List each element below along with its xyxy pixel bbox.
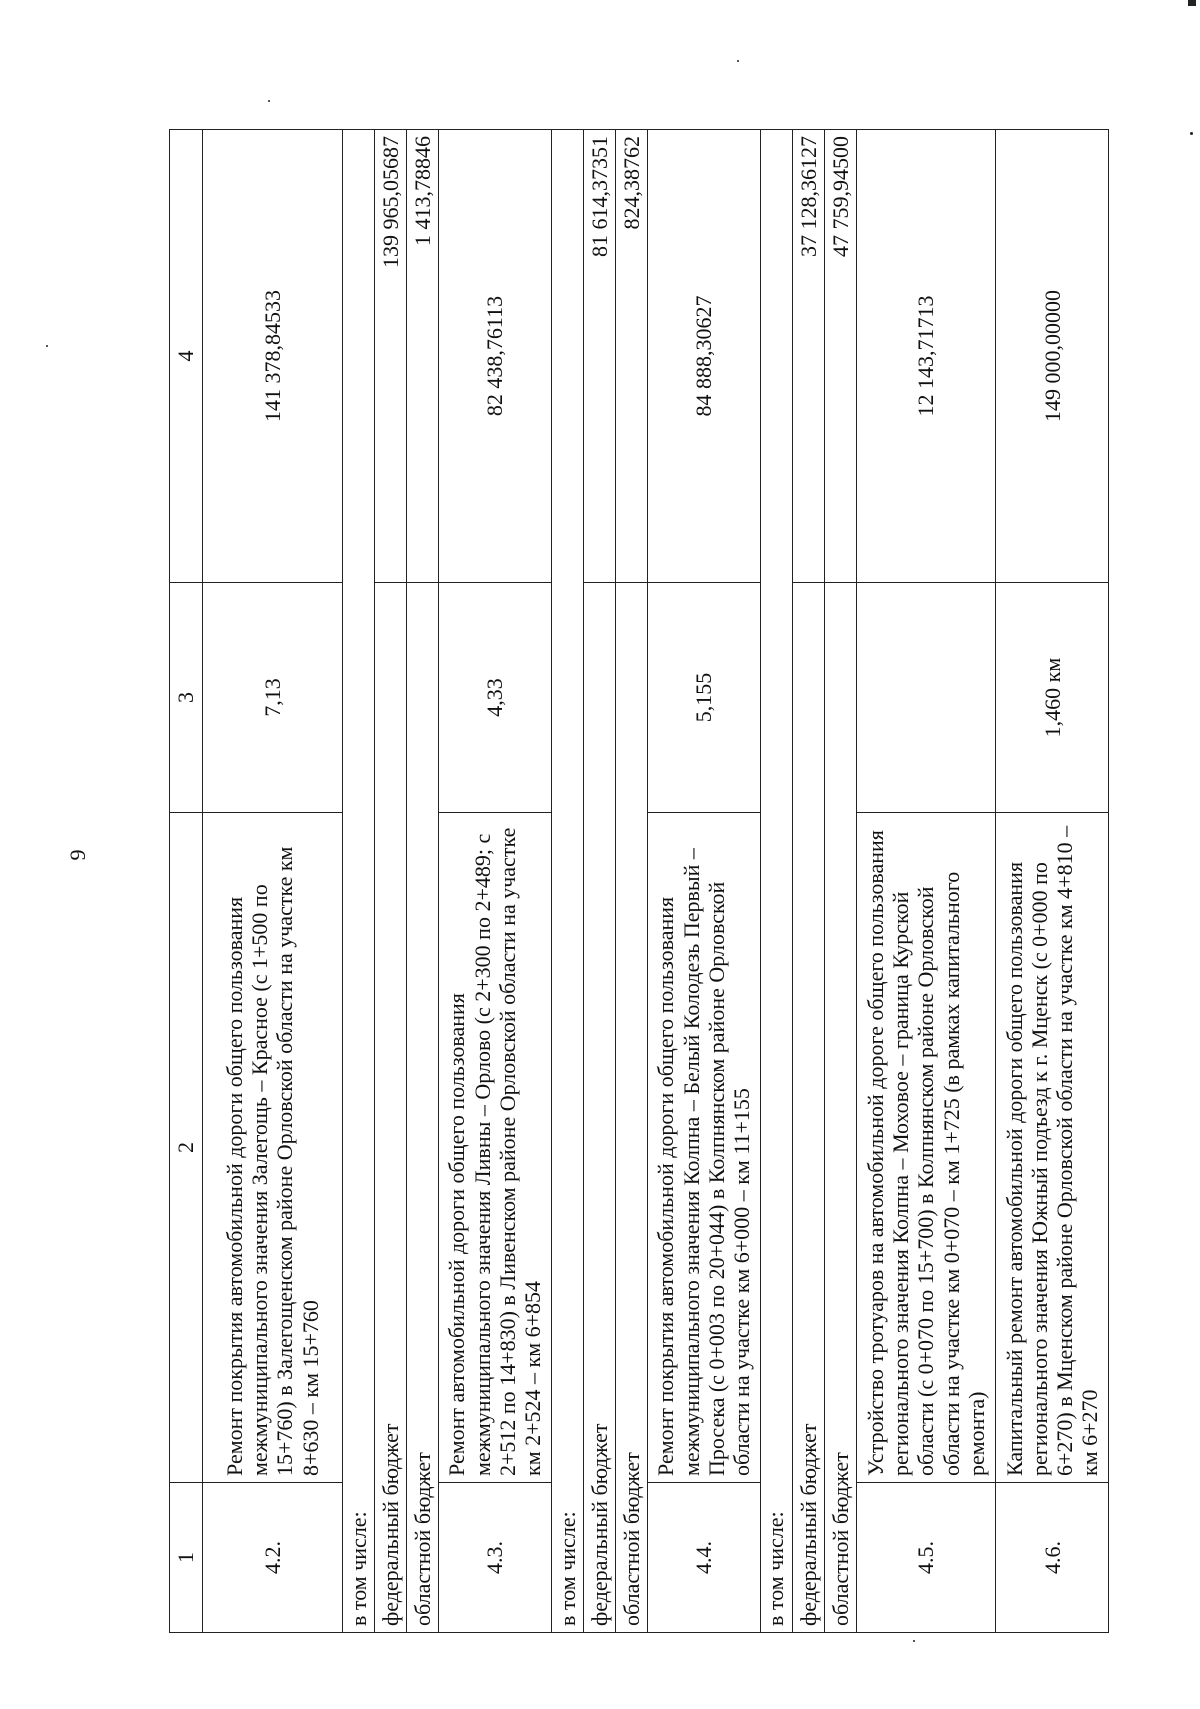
- regional-budget-row: [407, 130, 439, 1633]
- scan-artifact: [46, 345, 48, 347]
- row-length: 7,13: [202, 583, 342, 813]
- regional-budget-label: областной бюджет: [407, 583, 439, 1633]
- scan-artifact: [268, 100, 270, 102]
- row-number: 4.3.: [439, 1483, 552, 1633]
- row-description: Ремонт покрытия автомобильной дороги общего пользования межмуниципального значения Колпна – Белый Колодезь Первый – Просека (с 0+003 по 20+044) в Колпнянском районе Орловской области на участке км 6+000 – км 11+155: [648, 813, 761, 1483]
- row-length: 5,155: [648, 583, 761, 813]
- subtotal-heading-row: [342, 130, 374, 1633]
- row-description: Ремонт покрытия автомобильной дороги общего пользования межмуниципального значения Залегощь – Красное (с 1+500 по 15+760) в Залегощенском районе Орловской области на участке км 8+630 – км 15+760: [202, 813, 342, 1483]
- table-row: [202, 130, 342, 1633]
- scan-artifact: [737, 60, 739, 62]
- row-length: 4,33: [439, 583, 552, 813]
- federal-budget-row: [374, 130, 406, 1633]
- subtotal-heading-row: [551, 130, 583, 1633]
- empty-cell: [760, 130, 792, 583]
- regional-budget-value: 47 759,94500: [824, 130, 856, 583]
- table-row: [996, 130, 1109, 1633]
- row-amount: 141 378,84533: [202, 130, 342, 583]
- row-description: Ремонт автомобильной дороги общего пользования межмуниципального значения Ливны – Орлово (с 2+300 по 2+489; с 2+512 по 14+830) в Ливенском районе Орловской области на участке км 2+524 – км 6+854: [439, 813, 552, 1483]
- federal-budget-label: федеральный бюджет: [374, 583, 406, 1633]
- header-cell-2: 2: [170, 813, 203, 1483]
- scan-artifact: [1190, 132, 1193, 135]
- row-length: 1,460 км: [996, 583, 1109, 813]
- header-cell-3: 3: [170, 583, 203, 813]
- header-cell-1: 1: [170, 1483, 203, 1633]
- row-amount: 82 438,76113: [439, 130, 552, 583]
- budget-table: [169, 129, 1109, 1633]
- regional-budget-row: [824, 130, 856, 1633]
- row-description: Устройство тротуаров на автомобильной дороге общего пользования регионального значения Колпна – Моховое – граница Курской области (с 0+070 по 15+700) в Колпнянском районе Орловской области на участке км 0+070 – км 1+725 (в рамках капитального ремонта): [856, 813, 995, 1483]
- row-number: 4.2.: [202, 1483, 342, 1633]
- federal-budget-row: [583, 130, 615, 1633]
- rotated-table-container: [169, 130, 1109, 1633]
- scan-artifact: [913, 1640, 915, 1642]
- federal-budget-value: 139 965,05687: [374, 130, 406, 583]
- row-amount: 84 888,30627: [648, 130, 761, 583]
- federal-budget-row: [792, 130, 824, 1633]
- page-number: 9: [65, 849, 90, 861]
- row-amount: 149 000,00000: [996, 130, 1109, 583]
- subtotal-heading-row: [760, 130, 792, 1633]
- federal-budget-value: 81 614,37351: [583, 130, 615, 583]
- header-row: [170, 130, 203, 1633]
- table-row: [648, 130, 761, 1633]
- regional-budget-value: 824,38762: [615, 130, 647, 583]
- table-row: [856, 130, 995, 1633]
- row-amount: 12 143,71713: [856, 130, 995, 583]
- federal-budget-label: федеральный бюджет: [792, 583, 824, 1633]
- table-row: [439, 130, 552, 1633]
- empty-cell: [551, 130, 583, 583]
- row-number: 4.6.: [996, 1483, 1109, 1633]
- row-length: [856, 583, 995, 813]
- empty-cell: [342, 130, 374, 583]
- regional-budget-row: [615, 130, 647, 1633]
- row-description: Капитальный ремонт автомобильной дороги общего пользования регионального значения Южный подъезд к г. Мценск (с 0+000 по 6+270) в Мценском районе Орловской области на участке км 4+810 – км 6+270: [996, 813, 1109, 1483]
- regional-budget-label: областной бюджет: [824, 583, 856, 1633]
- federal-budget-value: 37 128,36127: [792, 130, 824, 583]
- scan-artifact: [1188, 0, 1196, 6]
- regional-budget-value: 1 413,78846: [407, 130, 439, 583]
- row-number: 4.4.: [648, 1483, 761, 1633]
- federal-budget-label: федеральный бюджет: [583, 583, 615, 1633]
- including-label: в том числе:: [760, 583, 792, 1633]
- including-label: в том числе:: [551, 583, 583, 1633]
- regional-budget-label: областной бюджет: [615, 583, 647, 1633]
- row-number: 4.5.: [856, 1483, 995, 1633]
- including-label: в том числе:: [342, 583, 374, 1633]
- header-cell-4: 4: [170, 130, 203, 583]
